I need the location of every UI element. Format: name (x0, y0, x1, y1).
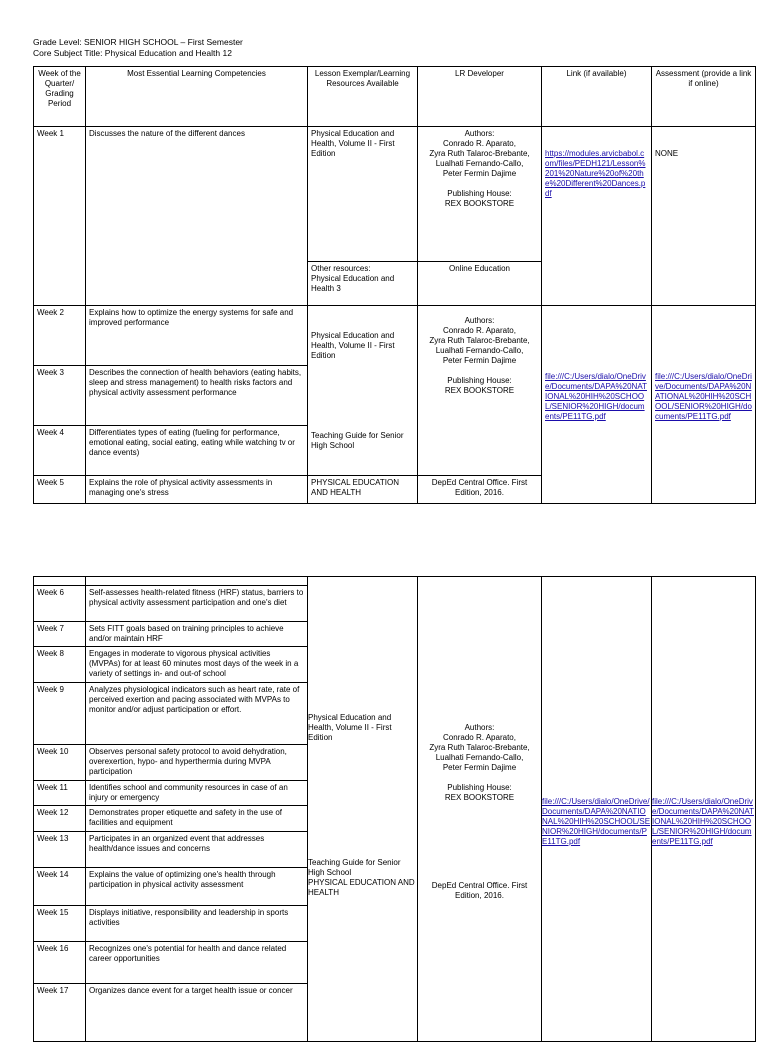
week-cell: Week 11 (34, 781, 86, 806)
week-cell: Week 14 (34, 868, 86, 906)
col-header-assessment: Assessment (provide a link if online) (652, 67, 756, 127)
developer-cell: DepEd Central Office. First Edition, 2016. (418, 476, 542, 504)
grade-level: Grade Level: SENIOR HIGH SCHOOL – First Semester (33, 37, 243, 47)
link-cell (542, 577, 652, 1042)
link-cell (542, 127, 652, 306)
competency-cell: Analyzes physiological indicators such as heart rate, rate of perceived exertion and pacing associated with MVPAs to monitor and/or adjust participation or effort. (86, 683, 308, 745)
assessment-cell (652, 577, 756, 1042)
resource-link[interactable]: file:///C:/Users/dialo/OneDrive/Documents/DAPA%20NATIONAL%20HIH%20SCHOOL/SENIOR%20HIGH/documents/PE11TG.pdf (542, 797, 651, 846)
developer-cell (418, 577, 542, 1042)
resource-cell (308, 306, 418, 476)
resource-text: Physical Education and Health, Volume II - First Edition (308, 713, 392, 742)
competency-cell: Explains the role of physical activity assessments in managing one's stress (86, 476, 308, 504)
developer-text: DepEd Central Office. First Edition, 2016. (431, 881, 528, 900)
competency-cell: Explains how to optimize the energy systems for safe and improved performance (86, 306, 308, 366)
competency-cell: Differentiates types of eating (fueling for performance, emotional eating, social eating, eating while watching tv or dance events) (86, 426, 308, 476)
competency-cell: Engages in moderate to vigorous physical activities (MVPAs) for at least 60 minutes most days of the week in a variety of settings in- and out-of school (86, 647, 308, 683)
assessment-link[interactable]: file:///C:/Users/dialo/OneDrive/Documents/DAPA%20NATIONAL%20HIH%20SCHOOL/SENIOR%20HIGH/documents/PE11TG.pdf (652, 797, 754, 846)
week-cell: Week 9 (34, 683, 86, 745)
week-cell: Week 10 (34, 745, 86, 781)
link-cell (542, 306, 652, 504)
competency-cell: Organizes dance event for a target health issue or concer (86, 984, 308, 1042)
week-cell: Week 3 (34, 366, 86, 426)
table-row (34, 306, 756, 366)
competency-cell: Participates in an organized event that addresses health/dance issues and concerns (86, 832, 308, 868)
week-cell: Week 1 (34, 127, 86, 306)
developer-cell: Authors: Conrado R. Aparato, Zyra Ruth Talaroc-Brebante, Lualhati Fernando-Callo, Peter Fermin Dajime Publishing House: REX BOOKSTORE (418, 127, 542, 262)
competency-cell: Identifies school and community resources in case of an injury or emergency (86, 781, 308, 806)
week-cell: Week 4 (34, 426, 86, 476)
other-developer-cell: Online Education (418, 262, 542, 306)
resource-link[interactable]: https://modules.arvicbabol.com/files/PEDH121/Lesson%201%20Nature%20of%20the%20Different%20Dances.pdf (545, 149, 646, 198)
competency-cell: Self-assesses health-related fitness (HRF) status, barriers to physical activity assessment participation and one's diet (86, 586, 308, 622)
other-resource-cell: Other resources: Physical Education and Health 3 (308, 262, 418, 306)
competency-cell: Demonstrates proper etiquette and safety in the use of facilities and equipment (86, 806, 308, 832)
competency-cell: Recognizes one's potential for health and dance related career opportunities (86, 942, 308, 984)
competency-cell: Discusses the nature of the different dances (86, 127, 308, 306)
col-header-resources: Lesson Exemplar/Learning Resources Available (308, 67, 418, 127)
developer-cell: Authors: Conrado R. Aparato, Zyra Ruth Talaroc-Brebante, Lualhati Fernando-Callo, Peter Fermin Dajime Publishing House: REX BOOKSTORE (418, 306, 542, 476)
week-cell: Week 5 (34, 476, 86, 504)
assessment-cell: NONE (652, 127, 756, 306)
week-cell: Week 17 (34, 984, 86, 1042)
competency-cell: Observes personal safety protocol to avoid dehydration, overexertion, hypo- and hyperthermia during MVPA participation (86, 745, 308, 781)
col-header-competencies: Most Essential Learning Competencies (86, 67, 308, 127)
col-header-developer: LR Developer (418, 67, 542, 127)
col-header-week: Week of the Quarter/ Grading Period (34, 67, 86, 127)
resource-cell (308, 577, 418, 1042)
competency-cell: Displays initiative, responsibility and leadership in sports activities (86, 906, 308, 942)
week-cell: Week 6 (34, 586, 86, 622)
week-cell: Week 12 (34, 806, 86, 832)
resource-text: Physical Education and Health, Volume II - First Edition (311, 330, 395, 360)
week-cell: Week 7 (34, 622, 86, 647)
competency-table-1 (33, 66, 756, 504)
resource-text: Teaching Guide for Senior High School (308, 858, 401, 877)
col-header-link: Link (if available) (542, 67, 652, 127)
developer-text: Authors: Conrado R. Aparato, Zyra Ruth Talaroc-Brebante, Lualhati Fernando-Callo, Peter Fermin Dajime Publishing House: REX BOOKSTORE (429, 723, 530, 802)
week-cell: Week 8 (34, 647, 86, 683)
resource-cell: Physical Education and Health, Volume II - First Edition (308, 127, 418, 262)
resource-text: PHYSICAL EDUCATION AND HEALTH (308, 878, 415, 897)
resource-text: Teaching Guide for Senior High School (311, 430, 404, 450)
competency-cell: Sets FITT goals based on training principles to achieve and/or maintain HRF (86, 622, 308, 647)
header-row (34, 67, 756, 127)
week-cell: Week 16 (34, 942, 86, 984)
competency-table-2 (33, 576, 756, 1042)
assessment-cell (652, 306, 756, 504)
competency-cell: Explains the value of optimizing one's health through participation in physical activity assessment (86, 868, 308, 906)
week-cell: Week 2 (34, 306, 86, 366)
blank-row (34, 577, 756, 586)
core-subject-title: Core Subject Title: Physical Education and Health 12 (33, 48, 232, 58)
table-row (34, 127, 756, 262)
assessment-link[interactable]: file:///C:/Users/dialo/OneDrive/Documents/DAPA%20NATIONAL%20HIH%20SCHOOL/SENIOR%20HIGH/documents/PE11TG.pdf (655, 372, 752, 421)
week-cell: Week 13 (34, 832, 86, 868)
week-cell: Week 15 (34, 906, 86, 942)
competency-cell: Describes the connection of health behaviors (eating habits, sleep and stress management) to health risks factors and physical activity assessment performance (86, 366, 308, 426)
resource-cell: PHYSICAL EDUCATION AND HEALTH (308, 476, 418, 504)
resource-link[interactable]: file:///C:/Users/dialo/OneDrive/Documents/DAPA%20NATIONAL%20HIH%20SCHOOL/SENIOR%20HIGH/documents/PE11TG.pdf (545, 372, 647, 421)
